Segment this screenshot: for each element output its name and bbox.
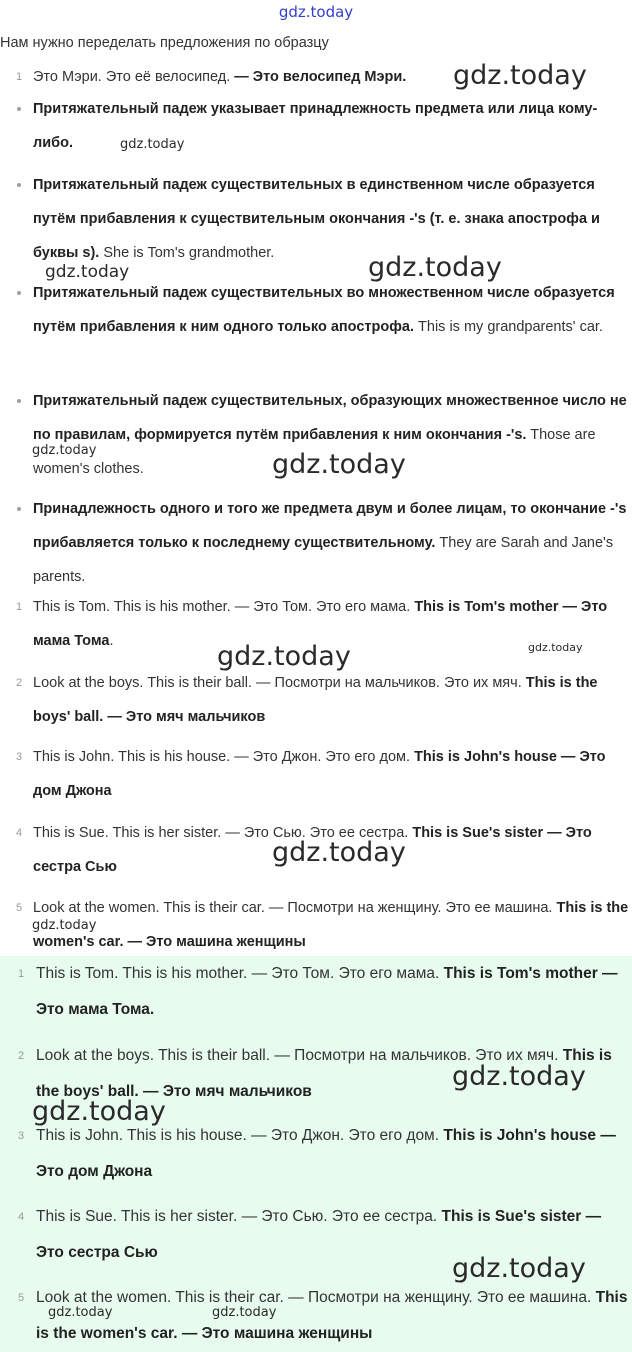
watermark-text: gdz.today bbox=[48, 1305, 113, 1320]
bold-text-segment: This is the women's car. — Это машина женщины bbox=[33, 900, 629, 950]
bold-text-segment: This is Tom's mother — Это мама Тома. bbox=[36, 965, 618, 1018]
bullet-marker bbox=[17, 291, 21, 295]
item-number: 2 bbox=[15, 677, 23, 689]
text-segment: . bbox=[109, 633, 114, 649]
watermark-text: gdz.today bbox=[32, 918, 97, 933]
bold-text-segment: Притяжательный падеж существительных во множественном числе образуется путём прибавления к ним одного только апострофа. bbox=[33, 285, 615, 335]
bold-text-segment: — Это велосипед Мэри. bbox=[234, 69, 407, 85]
item-number: 1 bbox=[17, 968, 25, 980]
item-text bbox=[33, 276, 631, 344]
item-text bbox=[33, 740, 631, 808]
item-number: 4 bbox=[17, 1211, 25, 1223]
item-text bbox=[36, 956, 628, 1028]
item-number: 4 bbox=[15, 827, 23, 839]
text-segment: She is Tom's grandmother. bbox=[99, 245, 275, 261]
text-segment: Look at the women. This is their car. — Посмотри на женщину. Это ее машина. bbox=[36, 1289, 596, 1306]
watermark-text: gdz.today bbox=[45, 262, 130, 282]
bold-text-segment: This is John's house — Это дом Джона bbox=[33, 749, 606, 799]
watermark-text: gdz.today bbox=[120, 137, 185, 152]
item-text bbox=[33, 891, 631, 959]
text-segment: They are Sarah and Jane's parents. bbox=[33, 535, 614, 585]
text-segment: This is my grandparents' car. bbox=[414, 319, 603, 335]
text-segment: Это Мэри. Это её велосипед. bbox=[33, 69, 235, 85]
item-number: 5 bbox=[15, 902, 23, 914]
watermark-text: gdz.today bbox=[217, 641, 351, 672]
bold-text-segment: This is Sue's sister — Это сестра Сью bbox=[33, 825, 592, 875]
watermark-text: gdz.today bbox=[32, 443, 97, 458]
watermark-text: gdz.today bbox=[452, 1061, 586, 1092]
bold-text-segment: This is the boys' ball. — Это мяч мальчиков bbox=[36, 1047, 612, 1100]
bold-text-segment: Притяжательный падеж указывает принадлежность предмета или лица кому-либо. bbox=[33, 101, 598, 151]
bullet-marker bbox=[17, 183, 21, 187]
bold-text-segment: Принадлежность одного и того же предмета двум и более лицам, то окончание -'s прибавляется только к последнему существительному. bbox=[33, 501, 627, 551]
bold-text-segment: This is Tom's mother — Это мама Тома bbox=[33, 599, 608, 649]
bold-text-segment: Притяжательный падеж существительных, образующих множественное число не по правилам, формируется путём прибавления к ним окончания -'s. bbox=[33, 393, 627, 443]
item-text bbox=[33, 666, 631, 734]
text-segment: Look at the women. This is their car. — Посмотри на женщину. Это ее машина. bbox=[33, 900, 557, 916]
item-number: 3 bbox=[17, 1130, 25, 1142]
watermark-text: gdz.today bbox=[212, 1305, 277, 1320]
item-number: 5 bbox=[17, 1292, 25, 1304]
bold-text-segment: This is Sue's sister — Это сестра Сью bbox=[36, 1208, 602, 1261]
text-segment: Look at the boys. This is their ball. — Посмотри на мальчиков. Это их мяч. bbox=[36, 1047, 563, 1064]
watermark-text: gdz.today bbox=[272, 449, 406, 480]
watermark-text: gdz.today bbox=[32, 1096, 166, 1127]
bullet-marker bbox=[17, 107, 21, 111]
bullet-marker bbox=[17, 507, 21, 511]
item-text bbox=[33, 168, 631, 270]
watermark-text: gdz.today bbox=[528, 641, 583, 654]
text-segment: This is Sue. This is her sister. — Это Сью. Это ее сестра. bbox=[36, 1208, 442, 1225]
item-number: 2 bbox=[17, 1050, 25, 1062]
text-segment: Look at the boys. This is their ball. — Посмотри на мальчиков. Это их мяч. bbox=[33, 675, 526, 691]
item-number: 3 bbox=[15, 751, 23, 763]
site-logo[interactable]: gdz.today bbox=[278, 3, 354, 21]
bold-text-segment: Притяжательный падеж существительных в единственном числе образуется путём прибавления к существительным окончания -'s (т. е. знака апострофа и буквы s). bbox=[33, 177, 600, 261]
bullet-marker bbox=[17, 399, 21, 403]
text-segment: This is Tom. This is his mother. — Это Том. Это его мама. bbox=[33, 599, 415, 615]
watermark-text: gdz.today bbox=[453, 60, 587, 91]
item-number: 1 bbox=[15, 71, 23, 83]
bold-text-segment: This is the boys' ball. — Это мяч мальчиков bbox=[33, 675, 598, 725]
intro-text: Нам нужно переделать предложения по образцу bbox=[0, 35, 329, 51]
text-segment: This is John. This is his house. — Это Джон. Это его дом. bbox=[36, 1127, 444, 1144]
item-text bbox=[33, 492, 631, 594]
watermark-text: gdz.today bbox=[272, 837, 406, 868]
answer-box bbox=[0, 956, 632, 1352]
text-segment: Those are women's clothes. bbox=[33, 427, 596, 477]
bold-text-segment: This is the women's car. — Это машина женщины bbox=[36, 1289, 628, 1342]
item-text bbox=[36, 1280, 628, 1352]
item-number: 1 bbox=[15, 601, 23, 613]
text-segment: This is Tom. This is his mother. — Это Том. Это его мама. bbox=[36, 965, 444, 982]
text-segment: This is John. This is his house. — Это Джон. Это его дом. bbox=[33, 749, 415, 765]
bold-text-segment: This is John's house — Это дом Джона bbox=[36, 1127, 616, 1180]
text-segment: This is Sue. This is her sister. — Это Сью. Это ее сестра. bbox=[33, 825, 413, 841]
item-text bbox=[36, 1118, 628, 1190]
watermark-text: gdz.today bbox=[368, 252, 502, 283]
watermark-text: gdz.today bbox=[452, 1253, 586, 1284]
